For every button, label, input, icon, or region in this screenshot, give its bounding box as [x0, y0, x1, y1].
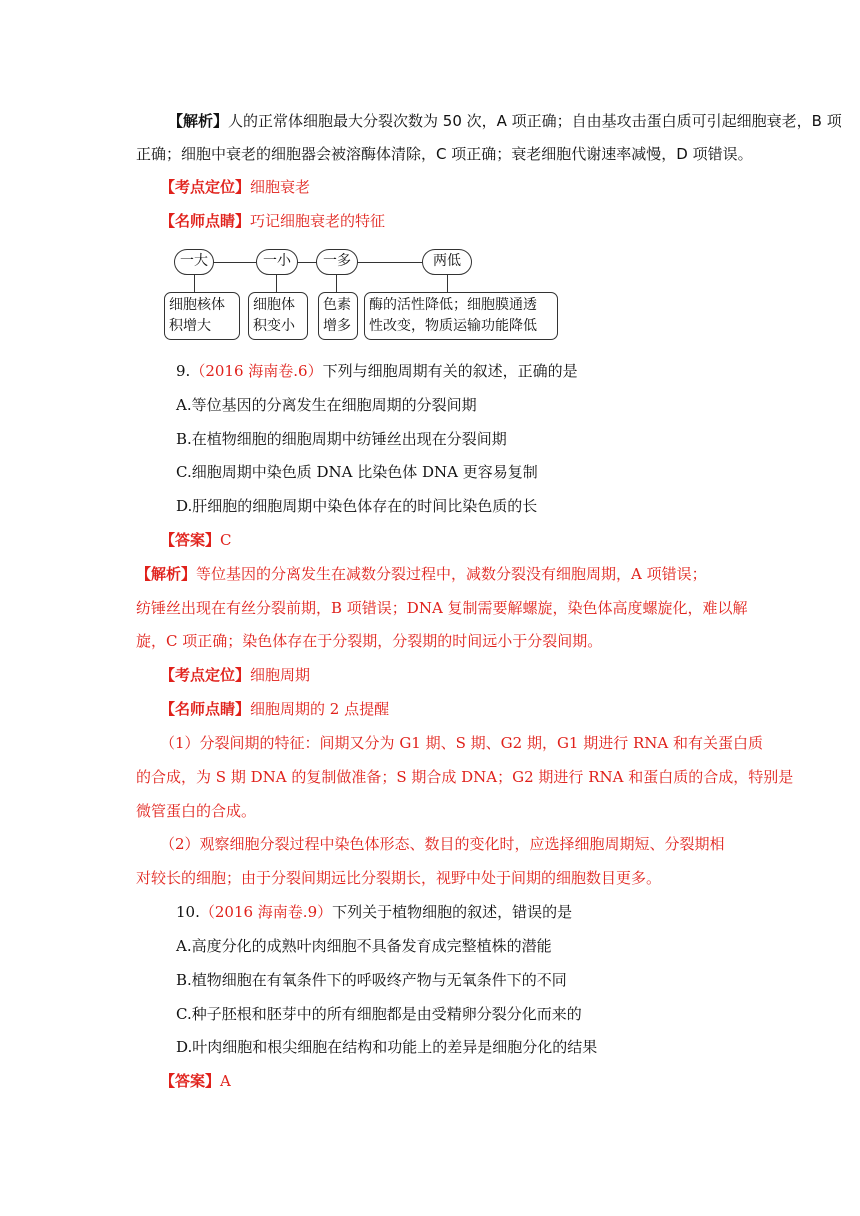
box-pigment — [318, 292, 358, 340]
answer-tag: 【答案】 — [160, 1072, 221, 1090]
q9-answer — [160, 529, 232, 551]
question-source: （2016 海南卷.9） — [199, 903, 333, 921]
analysis-tag: 【解析】 — [168, 112, 229, 130]
answer-value: A — [220, 1072, 231, 1090]
box-enzyme-membrane — [364, 292, 558, 340]
q9-option-b: B.在植物细胞的细胞周期中纺锤丝出现在分裂间期 — [176, 430, 507, 448]
q10-stem — [176, 901, 572, 923]
aging-features-diagram — [160, 248, 560, 348]
connector-line — [447, 275, 448, 292]
kaodian-text: 细胞周期 — [250, 666, 311, 684]
analysis-text: 人的正常体细胞最大分裂次数为 50 次，A 项正确；自由基攻击蛋白质可引起细胞衰老，B 项 — [228, 112, 842, 130]
question-number: 10. — [176, 903, 200, 921]
q10-answer — [160, 1070, 231, 1092]
connector-line — [194, 275, 195, 292]
box-nucleus-volume — [164, 292, 240, 340]
analysis-text: 等位基因的分离发生在减数分裂过程中，减数分裂没有细胞周期，A 项错误； — [196, 565, 707, 583]
mingshi-tag: 【名师点睛】 — [160, 212, 251, 230]
question-text: 下列与细胞周期有关的叙述，正确的是 — [322, 362, 578, 380]
mingshi-text: 巧记细胞衰老的特征 — [250, 212, 386, 230]
box-line: 细胞核体 — [169, 297, 225, 313]
q10-option-a: A.高度分化的成熟叶肉细胞不具备发育成完整植株的潜能 — [176, 937, 552, 955]
oval-lianggdi: 两低 — [422, 249, 472, 275]
q9-option-a: A.等位基因的分离发生在细胞周期的分裂间期 — [176, 396, 477, 414]
kaodian-text: 细胞衰老 — [250, 178, 311, 196]
kaodian-tag: 【考点定位】 — [160, 666, 251, 684]
prev-analysis-line-2: 正确；细胞中衰老的细胞器会被溶酶体清除，C 项正确；衰老细胞代谢速率减慢，D 项错误。 — [136, 145, 753, 163]
connector-line — [356, 262, 424, 263]
mingshi-tag: 【名师点睛】 — [160, 700, 251, 718]
connector-line — [296, 262, 318, 263]
q9-stem — [176, 360, 578, 382]
question-text: 下列关于植物细胞的叙述，错误的是 — [332, 903, 573, 921]
connector-line — [336, 275, 337, 292]
box-line: 色素 — [323, 297, 351, 313]
answer-tag: 【答案】 — [160, 531, 221, 549]
mingshi-text: 细胞周期的 2 点提醒 — [250, 700, 390, 718]
q9-option-d: D.肝细胞的细胞周期中染色体存在的时间比染色质的长 — [176, 497, 538, 515]
q9-point2-line-1: （2）观察细胞分裂过程中染色体形态、数目的变化时，应选择细胞周期短、分裂期相 — [160, 835, 725, 853]
question-number: 9. — [176, 362, 191, 380]
q9-point2-line-2: 对较长的细胞；由于分裂间期远比分裂期长，视野中处于间期的细胞数目更多。 — [136, 869, 662, 887]
q9-analysis-line-3: 旋，C 项正确；染色体存在于分裂期，分裂期的时间远小于分裂间期。 — [136, 632, 603, 650]
q10-option-c: C.种子胚根和胚芽中的所有细胞都是由受精卵分裂分化而来的 — [176, 1005, 582, 1023]
box-line: 增多 — [323, 318, 351, 334]
box-line: 酶的活性降低；细胞膜通透 — [369, 297, 537, 313]
q8-mingshi — [160, 210, 385, 232]
q10-option-b: B.植物细胞在有氧条件下的呼吸终产物与无氧条件下的不同 — [176, 971, 567, 989]
q9-mingshi — [160, 698, 389, 720]
question-source: （2016 海南卷.6） — [190, 362, 323, 380]
q8-kaodian — [160, 176, 310, 198]
q9-point1-line-1: （1）分裂间期的特征：间期又分为 G1 期、S 期、G2 期，G1 期进行 RNA 和有关蛋白质 — [160, 734, 764, 752]
box-line: 细胞体 — [253, 297, 295, 313]
oval-yida: 一大 — [174, 249, 214, 275]
box-line: 积变小 — [253, 318, 295, 334]
q9-kaodian — [160, 664, 310, 686]
connector-line — [212, 262, 256, 263]
oval-yiduo: 一多 — [316, 249, 358, 275]
q10-option-d: D.叶肉细胞和根尖细胞在结构和功能上的差异是细胞分化的结果 — [176, 1038, 598, 1056]
connector-line — [276, 275, 277, 292]
prev-analysis-line-1 — [168, 110, 842, 132]
q9-analysis-line-2: 纺锤丝出现在有丝分裂前期，B 项错误；DNA 复制需要解螺旋，染色体高度螺旋化，难以解 — [136, 599, 748, 617]
q9-point1-line-2: 的合成，为 S 期 DNA 的复制做准备；S 期合成 DNA；G2 期进行 RNA 和蛋白质的合成，特别是 — [136, 768, 794, 786]
box-line: 性改变，物质运输功能降低 — [369, 318, 537, 334]
kaodian-tag: 【考点定位】 — [160, 178, 251, 196]
answer-value: C — [220, 531, 232, 549]
q9-point1-line-3: 微管蛋白的合成。 — [136, 802, 257, 820]
q9-analysis-line-1 — [136, 563, 707, 585]
box-cell-volume — [248, 292, 308, 340]
q9-option-c: C.细胞周期中染色质 DNA 比染色体 DNA 更容易复制 — [176, 463, 538, 481]
box-line: 积增大 — [169, 318, 211, 334]
analysis-tag: 【解析】 — [136, 565, 197, 583]
oval-yixiao: 一小 — [256, 249, 298, 275]
